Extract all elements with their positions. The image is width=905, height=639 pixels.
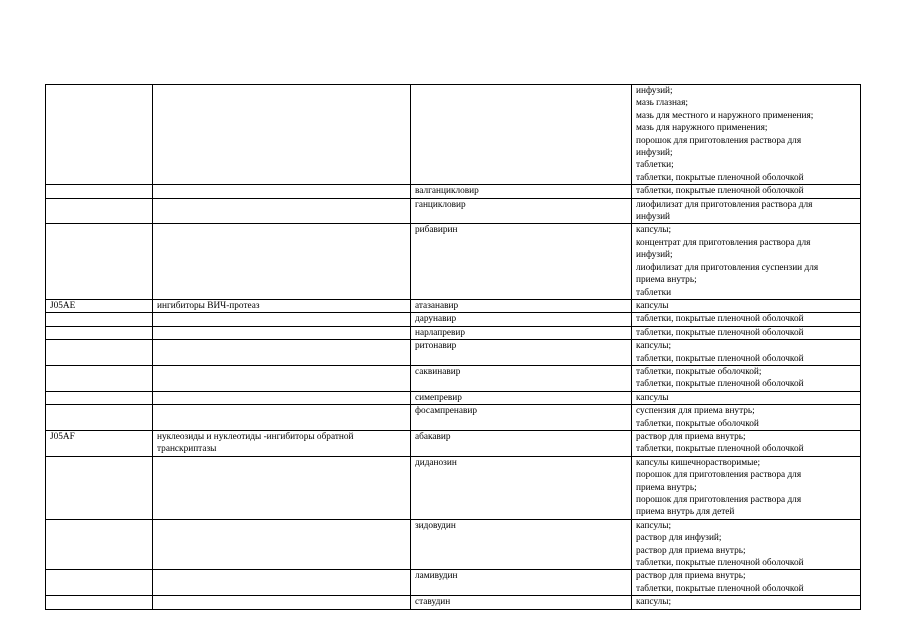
dosage-forms-cell bbox=[632, 185, 861, 198]
group-name-cell bbox=[153, 185, 411, 198]
dosage-form-line: раствор для приема внутрь; bbox=[636, 571, 746, 582]
table-row bbox=[46, 365, 861, 391]
dosage-form-line: раствор для приема внутрь; bbox=[636, 545, 746, 556]
atc-code-cell bbox=[46, 85, 153, 185]
drug-name-cell: ганцикловир bbox=[411, 198, 632, 224]
atc-code-cell bbox=[46, 365, 153, 391]
dosage-form-line: приема внутрь; bbox=[636, 482, 697, 493]
drug-name-cell: симепревир bbox=[411, 391, 632, 404]
dosage-form-line: суспензия для приема внутрь; bbox=[636, 406, 755, 417]
group-name-cell bbox=[153, 340, 411, 366]
dosage-form-line: капсулы кишечнорастворимые; bbox=[636, 457, 761, 468]
dosage-form-line: капсулы; bbox=[636, 520, 672, 531]
drug-name-cell: абакавир bbox=[411, 430, 632, 456]
group-name-cell bbox=[153, 596, 411, 609]
atc-code-cell bbox=[46, 405, 153, 431]
dosage-form-line: раствор для инфузий; bbox=[636, 533, 722, 544]
dosage-form-line: инфузий; bbox=[636, 148, 673, 159]
dosage-form-line: капсулы; bbox=[636, 597, 672, 608]
atc-code-cell bbox=[46, 198, 153, 224]
dosage-forms-cell bbox=[632, 405, 861, 431]
dosage-form-line: таблетки, покрытые оболочкой; bbox=[636, 366, 762, 377]
group-name-cell bbox=[153, 224, 411, 299]
dosage-form-line: мазь для местного и наружного применения; bbox=[636, 110, 814, 121]
table-row bbox=[46, 313, 861, 326]
dosage-forms-cell bbox=[632, 299, 861, 312]
drug-name-cell bbox=[411, 85, 632, 185]
dosage-form-line: лиофилизат для приготовления раствора для bbox=[636, 199, 813, 210]
drug-name-cell: ламивудин bbox=[411, 570, 632, 596]
drug-name-cell: нарлапревир bbox=[411, 326, 632, 339]
atc-code-cell bbox=[46, 391, 153, 404]
table-row bbox=[46, 456, 861, 519]
table-row bbox=[46, 391, 861, 404]
drug-name-cell: диданозин bbox=[411, 456, 632, 519]
drug-name-cell: валганцикловир bbox=[411, 185, 632, 198]
dosage-forms-cell bbox=[632, 596, 861, 609]
group-name-cell bbox=[153, 519, 411, 570]
drug-name-cell: ритонавир bbox=[411, 340, 632, 366]
drug-name-cell: ставудин bbox=[411, 596, 632, 609]
dosage-form-line: лиофилизат для приготовления суспензии для bbox=[636, 262, 819, 273]
dosage-form-line: таблетки bbox=[636, 287, 672, 298]
group-name-cell: нуклеозиды и нуклеотиды -ингибиторы обратной транскриптазы bbox=[153, 430, 411, 456]
atc-code-cell bbox=[46, 596, 153, 609]
dosage-form-line: таблетки; bbox=[636, 160, 674, 171]
dosage-forms-cell bbox=[632, 391, 861, 404]
atc-code-cell bbox=[46, 326, 153, 339]
atc-code-cell bbox=[46, 456, 153, 519]
dosage-form-line: капсулы; bbox=[636, 225, 672, 236]
dosage-forms-cell bbox=[632, 85, 861, 185]
dosage-form-line: таблетки, покрытые пленочной оболочкой bbox=[636, 583, 804, 594]
group-name-cell bbox=[153, 313, 411, 326]
dosage-form-line: инфузий; bbox=[636, 86, 673, 96]
dosage-form-line: приема внутрь для детей bbox=[636, 507, 735, 518]
dosage-forms-cell bbox=[632, 456, 861, 519]
dosage-form-line: мазь глазная; bbox=[636, 98, 688, 109]
dosage-forms-cell bbox=[632, 313, 861, 326]
atc-code-cell bbox=[46, 313, 153, 326]
dosage-forms-cell bbox=[632, 519, 861, 570]
group-name-cell: ингибиторы ВИЧ-протеаз bbox=[153, 299, 411, 312]
table-row bbox=[46, 224, 861, 299]
dosage-form-line: капсулы; bbox=[636, 341, 672, 352]
dosage-form-line: таблетки, покрытые пленочной оболочкой bbox=[636, 558, 804, 569]
table-row bbox=[46, 185, 861, 198]
dosage-form-line: таблетки, покрытые пленочной оболочкой bbox=[636, 353, 804, 364]
dosage-form-line: капсулы bbox=[636, 300, 669, 311]
atc-code-cell bbox=[46, 570, 153, 596]
table-row bbox=[46, 519, 861, 570]
table-row bbox=[46, 85, 861, 185]
dosage-form-line: порошок для приготовления раствора для bbox=[636, 135, 802, 146]
table-row bbox=[46, 326, 861, 339]
dosage-form-line: порошок для приготовления раствора для bbox=[636, 470, 802, 481]
dosage-form-line: таблетки, покрытые пленочной оболочкой bbox=[636, 444, 804, 455]
dosage-form-line: мазь для наружного применения; bbox=[636, 123, 768, 134]
dosage-form-line: приема внутрь; bbox=[636, 275, 697, 286]
atc-code-cell bbox=[46, 224, 153, 299]
dosage-form-line: таблетки, покрытые пленочной оболочкой bbox=[636, 327, 804, 338]
dosage-form-line: таблетки, покрытые пленочной оболочкой bbox=[636, 379, 804, 390]
group-name-cell bbox=[153, 405, 411, 431]
table-row bbox=[46, 299, 861, 312]
dosage-forms-cell bbox=[632, 224, 861, 299]
dosage-form-line: раствор для приема внутрь; bbox=[636, 431, 746, 442]
dosage-forms-cell bbox=[632, 365, 861, 391]
dosage-form-line: концентрат для приготовления раствора для bbox=[636, 237, 811, 248]
group-name-cell bbox=[153, 326, 411, 339]
dosage-form-line: таблетки, покрытые пленочной оболочкой bbox=[636, 186, 804, 197]
group-name-cell bbox=[153, 570, 411, 596]
group-name-cell bbox=[153, 391, 411, 404]
dosage-form-line: капсулы bbox=[636, 392, 669, 403]
atc-code-cell: J05AE bbox=[46, 299, 153, 312]
table-row bbox=[46, 430, 861, 456]
drug-table bbox=[45, 84, 861, 610]
atc-code-cell: J05AF bbox=[46, 430, 153, 456]
drug-name-cell: саквинавир bbox=[411, 365, 632, 391]
drug-name-cell: фосампренавир bbox=[411, 405, 632, 431]
dosage-forms-cell bbox=[632, 430, 861, 456]
drug-name-cell: зидовудин bbox=[411, 519, 632, 570]
dosage-form-line: таблетки, покрытые пленочной оболочкой bbox=[636, 314, 804, 325]
drug-table-body bbox=[46, 85, 861, 610]
dosage-forms-cell bbox=[632, 340, 861, 366]
dosage-form-line: инфузий bbox=[636, 212, 671, 223]
dosage-forms-cell bbox=[632, 198, 861, 224]
table-row bbox=[46, 405, 861, 431]
drug-name-cell: атазанавир bbox=[411, 299, 632, 312]
table-row bbox=[46, 596, 861, 609]
group-name-cell bbox=[153, 198, 411, 224]
group-name-cell bbox=[153, 85, 411, 185]
dosage-form-line: таблетки, покрытые пленочной оболочкой bbox=[636, 172, 804, 183]
atc-code-cell bbox=[46, 519, 153, 570]
dosage-forms-cell bbox=[632, 326, 861, 339]
atc-code-cell bbox=[46, 340, 153, 366]
group-name-cell bbox=[153, 365, 411, 391]
dosage-form-line: таблетки, покрытые оболочкой bbox=[636, 418, 759, 429]
drug-name-cell: дарунавир bbox=[411, 313, 632, 326]
atc-code-cell bbox=[46, 185, 153, 198]
table-row bbox=[46, 198, 861, 224]
dosage-form-line: порошок для приготовления раствора для bbox=[636, 495, 802, 505]
group-name-cell bbox=[153, 456, 411, 519]
dosage-form-line: инфузий; bbox=[636, 250, 673, 261]
dosage-forms-cell bbox=[632, 570, 861, 596]
table-row bbox=[46, 570, 861, 596]
table-row bbox=[46, 340, 861, 366]
drug-name-cell: рибавирин bbox=[411, 224, 632, 299]
